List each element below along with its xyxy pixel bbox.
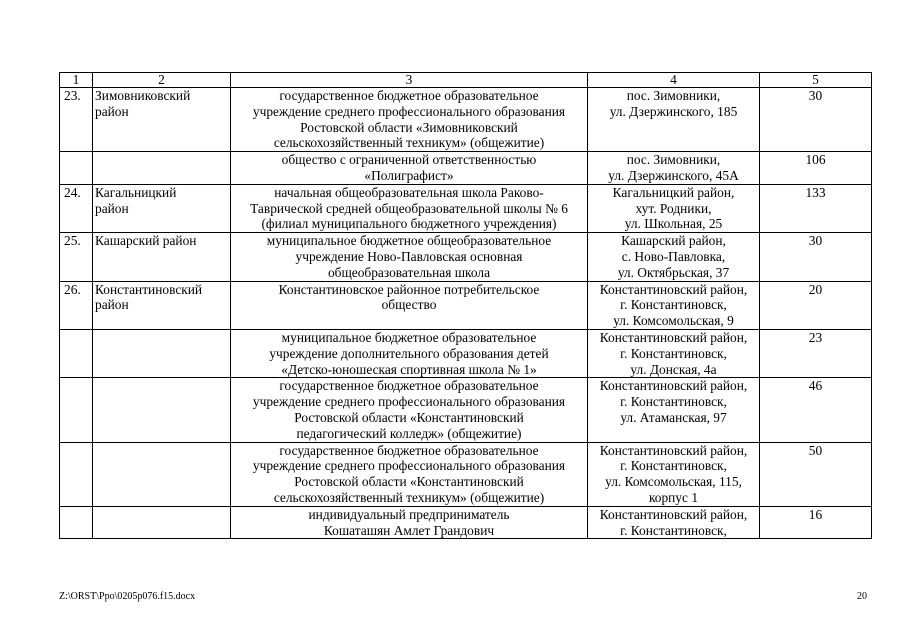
- organization-line: общество с ограниченной ответственностью: [281, 152, 537, 168]
- organization-line: учреждение дополнительного образования детей: [269, 345, 549, 361]
- table-row: [60, 329, 872, 377]
- organization-cell: [231, 184, 588, 232]
- address-cell: [588, 442, 760, 506]
- table-body: [60, 73, 872, 539]
- organization-line: государственное бюджетное образовательное: [279, 442, 539, 458]
- header-col-3: 3: [231, 73, 588, 88]
- district-line: Кашарский район: [95, 233, 197, 249]
- row-number: 24.: [60, 184, 93, 232]
- register-table: [59, 72, 872, 539]
- address-cell: [588, 152, 760, 185]
- address-cell: [588, 281, 760, 329]
- address-line: пос. Зимовники,: [626, 88, 721, 103]
- address-line: Константиновский район,: [599, 506, 748, 522]
- address-line: корпус 1: [648, 489, 699, 505]
- organization-line: государственное бюджетное образовательное: [279, 88, 539, 103]
- header-col-1: 1: [60, 73, 93, 88]
- row-number: 25.: [60, 233, 93, 281]
- organization-line: Ростовской области «Константиновский: [294, 474, 524, 490]
- organization-cell: [231, 378, 588, 442]
- address-cell: [588, 506, 760, 539]
- row-number: [60, 152, 93, 185]
- district-cell: [93, 233, 231, 281]
- district-cell: [93, 329, 231, 377]
- address-line: Кагальницкий район,: [612, 184, 735, 200]
- organization-line: Ростовской области «Зимовниковский: [300, 119, 518, 135]
- count-cell: 46: [760, 378, 872, 442]
- address-line: г. Константиновск,: [620, 394, 727, 410]
- table-row: [60, 281, 872, 329]
- table-row: [60, 506, 872, 539]
- organization-line: Кошаташян Амлет Грандович: [323, 522, 495, 538]
- organization-line: учреждение среднего профессионального образования: [252, 103, 566, 119]
- count-cell: 30: [760, 233, 872, 281]
- header-col-2: 2: [93, 73, 231, 88]
- organization-line: Ростовской области «Константиновский: [294, 409, 524, 425]
- organization-cell: [231, 281, 588, 329]
- district-cell: [93, 88, 231, 152]
- organization-line: учреждение Ново-Павловская основная: [295, 248, 523, 264]
- address-line: г. Константиновск,: [620, 297, 727, 313]
- count-cell: 30: [760, 88, 872, 152]
- table-row: [60, 152, 872, 185]
- district-cell: [93, 152, 231, 185]
- district-cell: [93, 506, 231, 539]
- address-line: Кашарский район,: [621, 233, 726, 249]
- organization-line: государственное бюджетное образовательное: [279, 378, 539, 394]
- count-cell: 23: [760, 329, 872, 377]
- district-line: Кагальницкий: [95, 184, 177, 200]
- district-line: район: [95, 103, 129, 119]
- address-line: хут. Родники,: [635, 200, 712, 216]
- address-cell: [588, 233, 760, 281]
- organization-line: педагогический колледж» (общежитие): [296, 425, 522, 441]
- count-cell: 16: [760, 506, 872, 539]
- organization-line: индивидуальный предприниматель: [308, 506, 510, 522]
- address-line: г. Константиновск,: [620, 522, 727, 538]
- address-line: ул. Дзержинского, 185: [609, 103, 738, 119]
- organization-line: начальная общеобразовательная школа Раково-: [274, 184, 544, 200]
- address-line: ул. Дзержинского, 45А: [608, 167, 739, 183]
- count-cell: 133: [760, 184, 872, 232]
- row-number: [60, 506, 93, 539]
- organization-line: сельскохозяйственный техникум» (общежитие): [273, 135, 545, 151]
- address-line: Константиновский район,: [599, 329, 748, 345]
- address-cell: [588, 88, 760, 152]
- address-line: г. Константиновск,: [620, 458, 727, 474]
- address-line: ул. Октябрьская, 37: [617, 264, 730, 280]
- district-cell: [93, 184, 231, 232]
- district-cell: [93, 378, 231, 442]
- table-header-row: [60, 73, 872, 88]
- table-row: [60, 378, 872, 442]
- district-line: район: [95, 297, 129, 313]
- address-line: ул. Комсомольская, 115,: [605, 474, 742, 490]
- district-cell: [93, 442, 231, 506]
- header-col-5: 5: [760, 73, 872, 88]
- footer-file-path: Z:\ORST\Ppo\0205p076.f15.docx: [59, 591, 196, 602]
- address-line: Константиновский район,: [599, 281, 748, 297]
- organization-line: «Полиграфист»: [364, 167, 454, 183]
- header-col-4: 4: [588, 73, 760, 88]
- table-row: [60, 442, 872, 506]
- row-number: 26.: [60, 281, 93, 329]
- row-number: [60, 442, 93, 506]
- address-line: пос. Зимовники,: [626, 152, 721, 168]
- row-number: [60, 329, 93, 377]
- district-line: Зимовниковский: [95, 88, 191, 103]
- address-line: ул. Комсомольская, 9: [613, 313, 734, 329]
- organization-line: (филиал муниципального бюджетного учреждения): [261, 216, 557, 232]
- page-number: 20: [857, 591, 867, 602]
- address-line: Константиновский район,: [599, 442, 748, 458]
- organization-cell: [231, 152, 588, 185]
- organization-line: учреждение среднего профессионального образования: [252, 458, 566, 474]
- district-line: район: [95, 200, 129, 216]
- organization-line: муниципальное бюджетное образовательное: [281, 329, 537, 345]
- count-cell: 20: [760, 281, 872, 329]
- address-line: Константиновский район,: [599, 378, 748, 394]
- address-line: ул. Атаманская, 97: [620, 409, 727, 425]
- organization-line: Константиновское районное потребительское: [278, 281, 540, 297]
- row-number: [60, 378, 93, 442]
- table-row: [60, 233, 872, 281]
- organization-cell: [231, 442, 588, 506]
- address-line: г. Константиновск,: [620, 345, 727, 361]
- address-cell: [588, 329, 760, 377]
- organization-line: Таврической средней общеобразовательной школы № 6: [250, 200, 568, 216]
- table-row: [60, 88, 872, 152]
- district-cell: [93, 281, 231, 329]
- organization-cell: [231, 329, 588, 377]
- organization-cell: [231, 88, 588, 152]
- address-line: ул. Донская, 4а: [630, 361, 717, 377]
- address-line: ул. Школьная, 25: [624, 216, 723, 232]
- address-line: с. Ново-Павловка,: [621, 248, 726, 264]
- organization-cell: [231, 506, 588, 539]
- count-cell: 50: [760, 442, 872, 506]
- organization-line: муниципальное бюджетное общеобразовательное: [266, 233, 552, 249]
- table-row: [60, 184, 872, 232]
- organization-line: общеобразовательная школа: [327, 264, 491, 280]
- organization-line: общество: [381, 297, 437, 313]
- district-line: Константиновский: [95, 281, 203, 297]
- organization-cell: [231, 233, 588, 281]
- organization-line: учреждение среднего профессионального образования: [252, 394, 566, 410]
- address-cell: [588, 378, 760, 442]
- row-number: 23.: [60, 88, 93, 152]
- count-cell: 106: [760, 152, 872, 185]
- organization-line: «Детско-юношеская спортивная школа № 1»: [281, 361, 537, 377]
- address-cell: [588, 184, 760, 232]
- organization-line: сельскохозяйственный техникум» (общежитие): [273, 489, 545, 505]
